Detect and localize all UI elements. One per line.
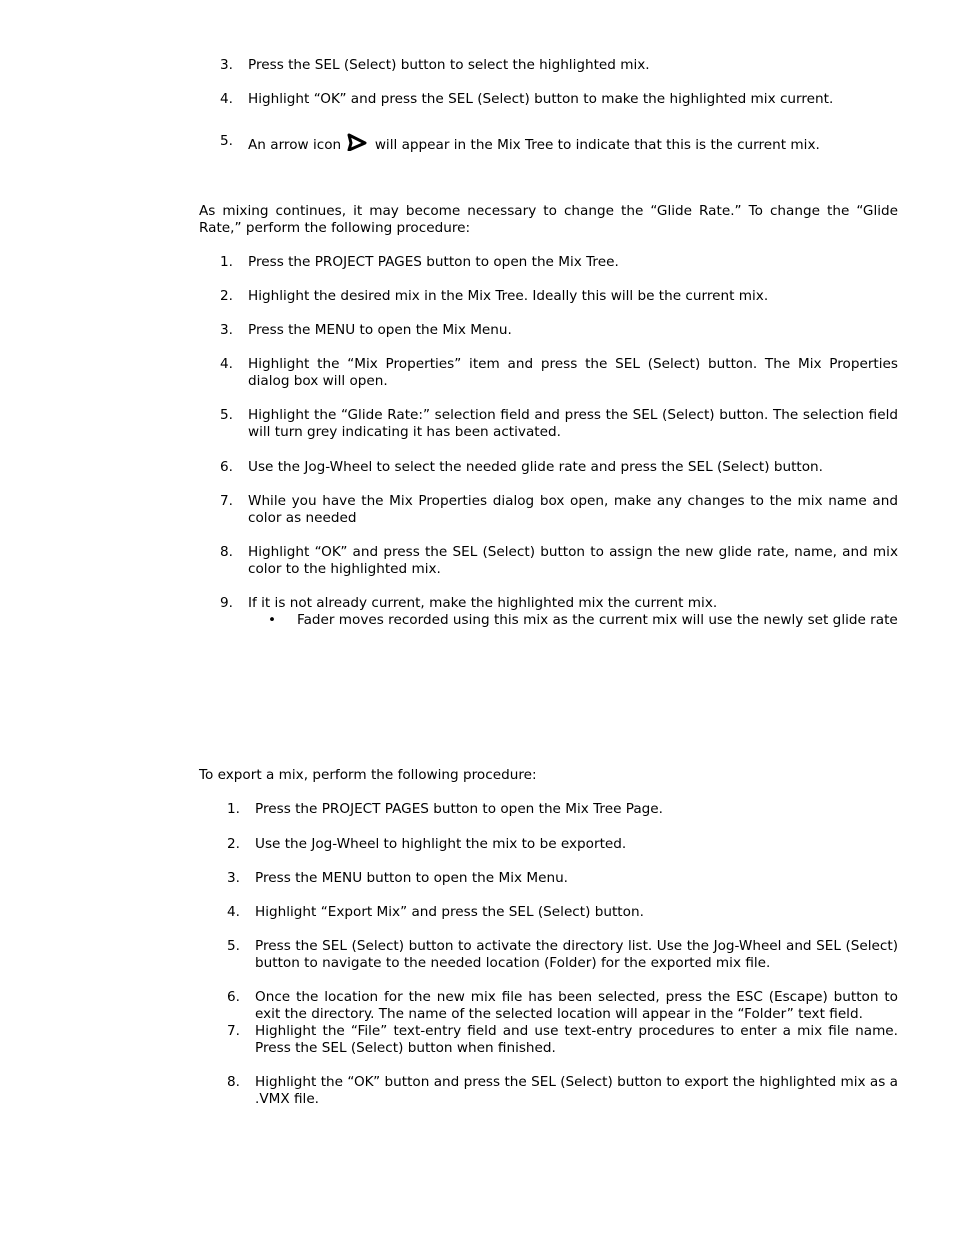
list-text: Highlight “Export Mix” and press the SEL (Select) button. [255, 904, 644, 920]
list-text: Press the PROJECT PAGES button to open the Mix Tree Page. [255, 801, 663, 817]
list-number: 1. [220, 254, 233, 270]
text-after-icon: will appear in the Mix Tree to indicate that this is the current mix. [374, 137, 820, 153]
list-number: 2. [227, 836, 240, 852]
export-intro: To export a mix, perform the following procedure: [199, 767, 537, 783]
list-text: While you have the Mix Properties dialog box open, make any changes to the mix name and color as needed [248, 493, 898, 526]
bullet-text: Fader moves recorded using this mix as the current mix will use the newly set glide rate [297, 612, 898, 628]
list-text: Highlight the “Glide Rate:” selection field and press the SEL (Select) button. The selection field will turn grey indicating it has been activated. [248, 407, 898, 440]
list-number: 2. [220, 288, 233, 304]
list-number: 3. [220, 57, 233, 73]
list-number: 8. [227, 1074, 240, 1090]
text-before-icon: An arrow icon [248, 137, 342, 153]
list-text: Highlight the “File” text-entry field and use text-entry procedures to enter a mix file name. Press the SEL (Select) button when finished. [255, 1023, 898, 1056]
list-text: Press the MENU to open the Mix Menu. [248, 322, 512, 338]
list-number: 6. [220, 459, 233, 475]
list-text: Highlight the “Mix Properties” item and press the SEL (Select) button. The Mix Properties dialog box will open. [248, 356, 898, 389]
list-number: 4. [227, 904, 240, 920]
list-text: Press the PROJECT PAGES button to open the Mix Tree. [248, 254, 619, 270]
list-text: Press the SEL (Select) button to select the highlighted mix. [248, 57, 650, 73]
list-number: 5. [220, 133, 233, 149]
bullet-dot: • [268, 612, 277, 628]
glide-intro: As mixing continues, it may become necessary to change the “Glide Rate.” To change the “Glide Rate,” perform the following procedure: [199, 203, 898, 236]
list-number: 8. [220, 544, 233, 560]
list-text: Highlight “OK” and press the SEL (Select) button to assign the new glide rate, name, and mix color to the highlighted mix. [248, 544, 898, 577]
list-text: Press the SEL (Select) button to activate the directory list. Use the Jog-Wheel and SEL (Select) button to navigate to the needed location (Folder) for the exported mix file. [255, 938, 898, 971]
list-number: 5. [220, 407, 233, 423]
list-text [248, 133, 898, 156]
list-number: 3. [227, 870, 240, 886]
list-number: 3. [220, 322, 233, 338]
list-number: 6. [227, 989, 240, 1005]
list-number: 4. [220, 356, 233, 372]
list-number: 1. [227, 801, 240, 817]
list-text: Highlight the “OK” button and press the SEL (Select) button to export the highlighted mix as a .VMX file. [255, 1074, 898, 1107]
list-number: 9. [220, 595, 233, 611]
list-number: 4. [220, 91, 233, 107]
list-text: Use the Jog-Wheel to highlight the mix to be exported. [255, 836, 627, 852]
list-text: Press the MENU button to open the Mix Menu. [255, 870, 569, 886]
list-number: 5. [227, 938, 240, 954]
list-text: If it is not already current, make the highlighted mix the current mix. [248, 595, 718, 611]
list-text: Highlight the desired mix in the Mix Tree. Ideally this will be the current mix. [248, 288, 769, 304]
list-text: Use the Jog-Wheel to select the needed glide rate and press the SEL (Select) button. [248, 459, 823, 475]
play-arrow-icon [346, 133, 368, 156]
list-number: 7. [227, 1023, 240, 1039]
list-text: Once the location for the new mix file has been selected, press the ESC (Escape) button to exit the directory. The name of the selected location will appear in the “Folder” text field. [255, 989, 898, 1022]
list-text: Highlight “OK” and press the SEL (Select) button to make the highlighted mix current. [248, 91, 834, 107]
list-number: 7. [220, 493, 233, 509]
